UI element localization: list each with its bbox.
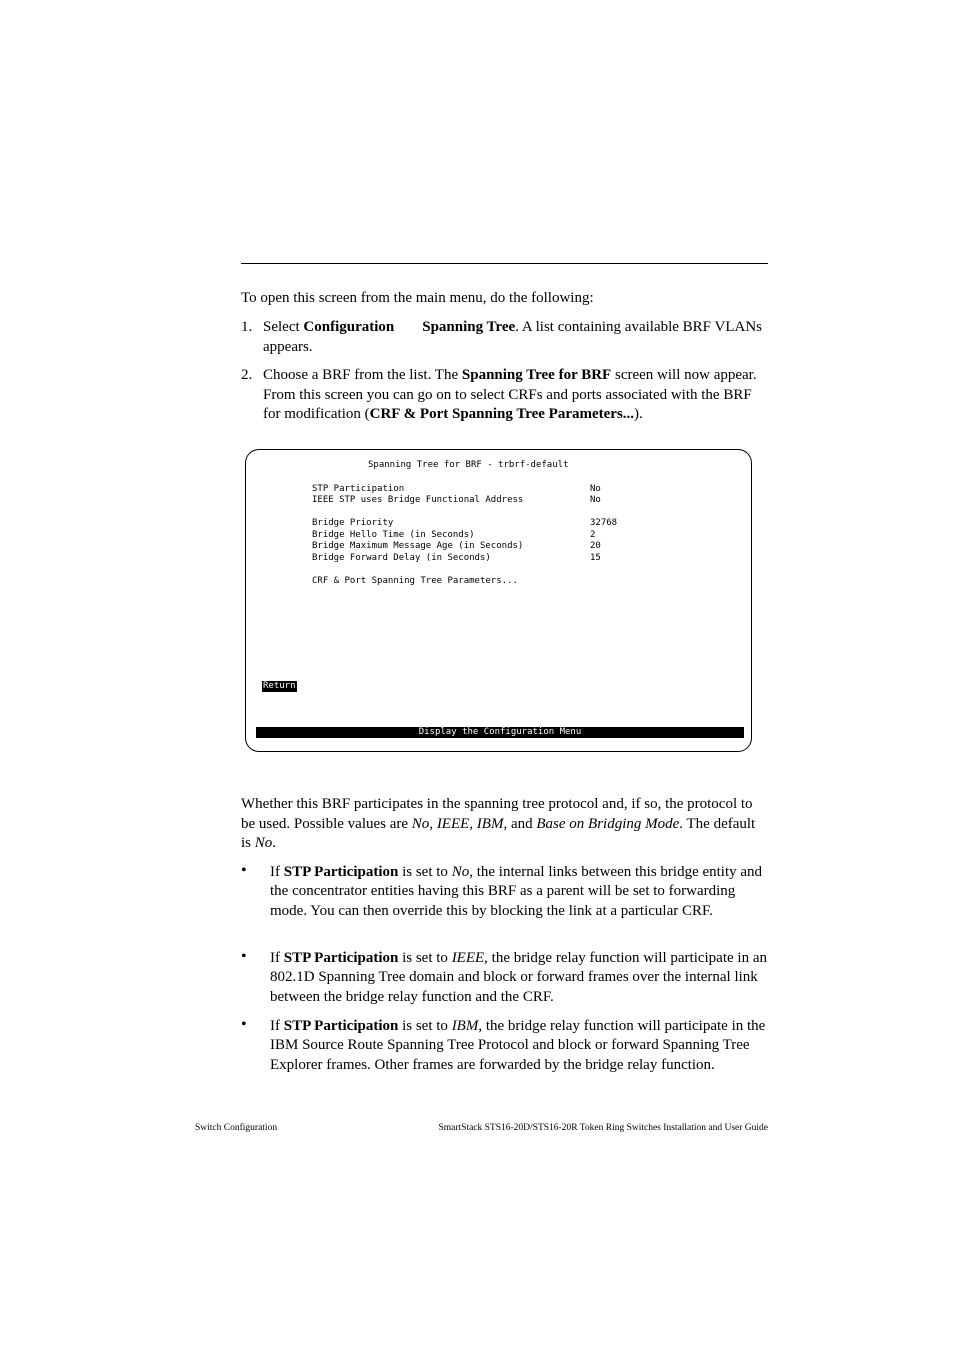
step-1: 1. Select Configuration Spanning Tree. A list containing available BRF VLANs appears. <box>241 319 762 355</box>
status-bar: Display the Configuration Menu <box>256 727 744 738</box>
return-button[interactable]: Return <box>263 681 296 691</box>
crf-port-link-ref: CRF & Port Spanning Tree Parameters... <box>369 406 635 422</box>
field-label-hello-time: Bridge Hello Time (in Seconds) <box>312 530 475 540</box>
field-value-max-message-age[interactable]: 20 <box>590 541 601 551</box>
field-label-stp-participation: STP Participation <box>312 484 405 494</box>
bullet-icon: • <box>241 862 247 879</box>
intro-paragraph: To open this screen from the main menu, do the following: <box>241 290 594 306</box>
field-value-ieee-functional-address[interactable]: No <box>590 495 601 505</box>
step-number: 2. <box>241 367 253 383</box>
crf-port-parameters-link[interactable]: CRF & Port Spanning Tree Parameters... <box>312 576 518 586</box>
menu-path-configuration: Configuration <box>303 319 395 335</box>
bullet-item-ieee: • If STP Participation is set to IEEE, the bridge relay function will participate in an 802.1D Spanning Tree domain and block or forward frames over the internal link between the bridge relay function and the CRF. <box>241 948 767 1005</box>
footer-section-title: Switch Configuration <box>195 1123 278 1133</box>
field-label-max-message-age: Bridge Maximum Message Age (in Seconds) <box>312 541 524 551</box>
field-value-hello-time[interactable]: 2 <box>590 530 596 540</box>
header-rule <box>241 263 768 264</box>
field-label-forward-delay: Bridge Forward Delay (in Seconds) <box>312 553 491 563</box>
step-2: 2. Choose a BRF from the list. The Spanning Tree for BRF screen will now appear. From this screen you can go on to select CRFs and ports associated with the BRF for modification (CRF & Port Spanning Tree Parameters...). <box>241 367 757 422</box>
bullet-icon: • <box>241 1016 247 1033</box>
field-value-bridge-priority[interactable]: 32768 <box>590 518 618 528</box>
field-label-ieee-functional-address: IEEE STP uses Bridge Functional Address <box>312 495 524 505</box>
field-value-stp-participation[interactable]: No <box>590 484 601 494</box>
step-number: 1. <box>241 319 253 335</box>
bullet-icon: • <box>241 948 247 965</box>
bullet-item-no: • If STP Participation is set to No, the internal links between this bridge entity and the concentrator entities having this BRF as a parent will be set to forwarding mode. You can then override this by blocking the link at a particular CRF. <box>241 862 763 919</box>
field-value-forward-delay[interactable]: 15 <box>590 553 601 563</box>
bullet-item-ibm: • If STP Participation is set to IBM, the bridge relay function will participate in the IBM Source Route Spanning Tree Protocol and block or forward Spanning Tree Explorer frames. Other frames are forwarded by the bridge relay function. <box>241 1016 766 1073</box>
menu-path-spanning-tree: Spanning Tree <box>422 319 516 335</box>
field-label-bridge-priority: Bridge Priority <box>312 518 394 528</box>
description-paragraph: Whether this BRF participates in the spanning tree protocol and, if so, the protocol to be used. Possible values are No, IEEE, IBM, and Base on Bridging Mode. The default is No. <box>241 796 756 851</box>
screen-title: Spanning Tree for BRF - trbrf-default <box>368 460 569 470</box>
footer-book-title: SmartStack STS16-20D/STS16-20R Token Ring Switches Installation and User Guide <box>438 1123 768 1133</box>
screen-name: Spanning Tree for BRF <box>461 367 612 383</box>
terminal-screen <box>245 449 752 752</box>
